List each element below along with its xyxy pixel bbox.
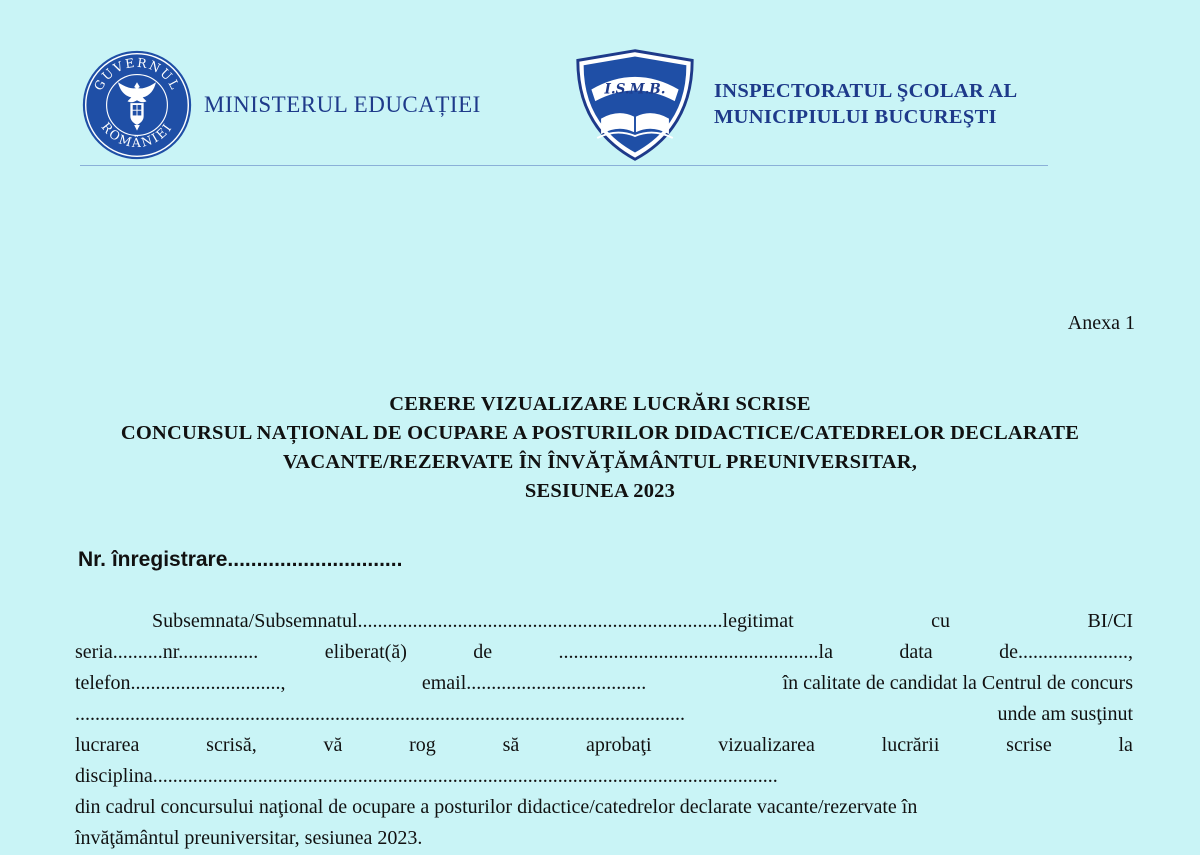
body-word: să — [502, 734, 520, 756]
body-word: seria..........nr................ — [75, 641, 259, 663]
body-word: de......................, — [999, 641, 1133, 663]
ismb-logo-text: I.S.M.B. — [604, 81, 666, 98]
body-line-1 — [75, 606, 1133, 637]
body-word: lucrarea — [75, 734, 140, 756]
body-line-8: învăţământul preuniversitar, sesiunea 2023. — [75, 827, 423, 849]
body-word: lucrării — [881, 734, 940, 756]
ministry-name: MINISTERUL EDUCAȚIEI — [204, 92, 481, 117]
annex-label: Anexa 1 — [1067, 312, 1135, 334]
body-word: telefon.............................., — [75, 672, 286, 694]
body-word: eliberat(ă) — [324, 641, 407, 663]
request-body — [75, 606, 1133, 854]
body-line-5 — [75, 730, 1133, 761]
body-word: data — [899, 641, 933, 663]
emblem-ring-top: GUVERNUL — [91, 55, 183, 94]
body-word: vă — [323, 734, 343, 756]
body-word: în calitate de candidat la Centrul de concurs — [782, 672, 1133, 694]
registration-number: Nr. înregistrare.............................. — [78, 548, 403, 571]
government-emblem-icon — [80, 48, 194, 162]
emblem-ring-bottom: ROMÂNIEI — [98, 119, 176, 150]
body-word: scrisă, — [206, 734, 257, 756]
body-line-7: din cadrul concursului naţional de ocupare a posturilor didactice/catedrelor declarate vacante/rezervate în — [75, 796, 918, 818]
ismb-logo-icon — [572, 46, 698, 164]
body-word: Subsemnata/Subsemnatul.........................................................................legitimat — [152, 610, 794, 632]
document-title — [0, 390, 1200, 506]
title-line-2: CONCURSUL NAȚIONAL DE OCUPARE A POSTURILOR DIDACTICE/CATEDRELOR DECLARATE — [120, 422, 1080, 444]
body-line-2 — [75, 637, 1133, 668]
title-line-3: VACANTE/REZERVATE ÎN ÎNVĂŢĂMÂNTUL PREUNIVERSITAR, — [282, 451, 918, 473]
body-word: rog — [409, 734, 436, 756]
body-word: scrise — [1006, 734, 1052, 756]
body-word: la — [1118, 734, 1133, 756]
inspectorate-name — [714, 78, 1017, 130]
body-word: cu — [931, 610, 950, 632]
ministry-header — [80, 48, 481, 162]
body-line-6: disciplina............................................................................................................................. — [75, 765, 778, 787]
body-word: vizualizarea — [718, 734, 815, 756]
body-line-3 — [75, 668, 1133, 699]
body-word: ....................................................la — [558, 641, 833, 663]
body-word: aprobaţi — [586, 734, 652, 756]
title-line-1: CERERE VIZUALIZARE LUCRĂRI SCRISE — [389, 393, 811, 415]
inspectorate-line-2: MUNICIPIULUI BUCUREŞTI — [714, 106, 997, 128]
inspectorate-header — [572, 46, 1017, 164]
body-word: BI/CI — [1087, 610, 1133, 632]
inspectorate-line-1: INSPECTORATUL ŞCOLAR AL — [714, 80, 1018, 102]
body-word: unde am susţinut — [997, 703, 1133, 725]
title-line-4: SESIUNEA 2023 — [524, 480, 676, 502]
header-divider — [80, 165, 1048, 166]
body-word: email.................................... — [421, 672, 647, 694]
body-word: de — [473, 641, 493, 663]
body-word: .......................................................................................................................... — [75, 703, 685, 725]
body-line-4 — [75, 699, 1133, 730]
